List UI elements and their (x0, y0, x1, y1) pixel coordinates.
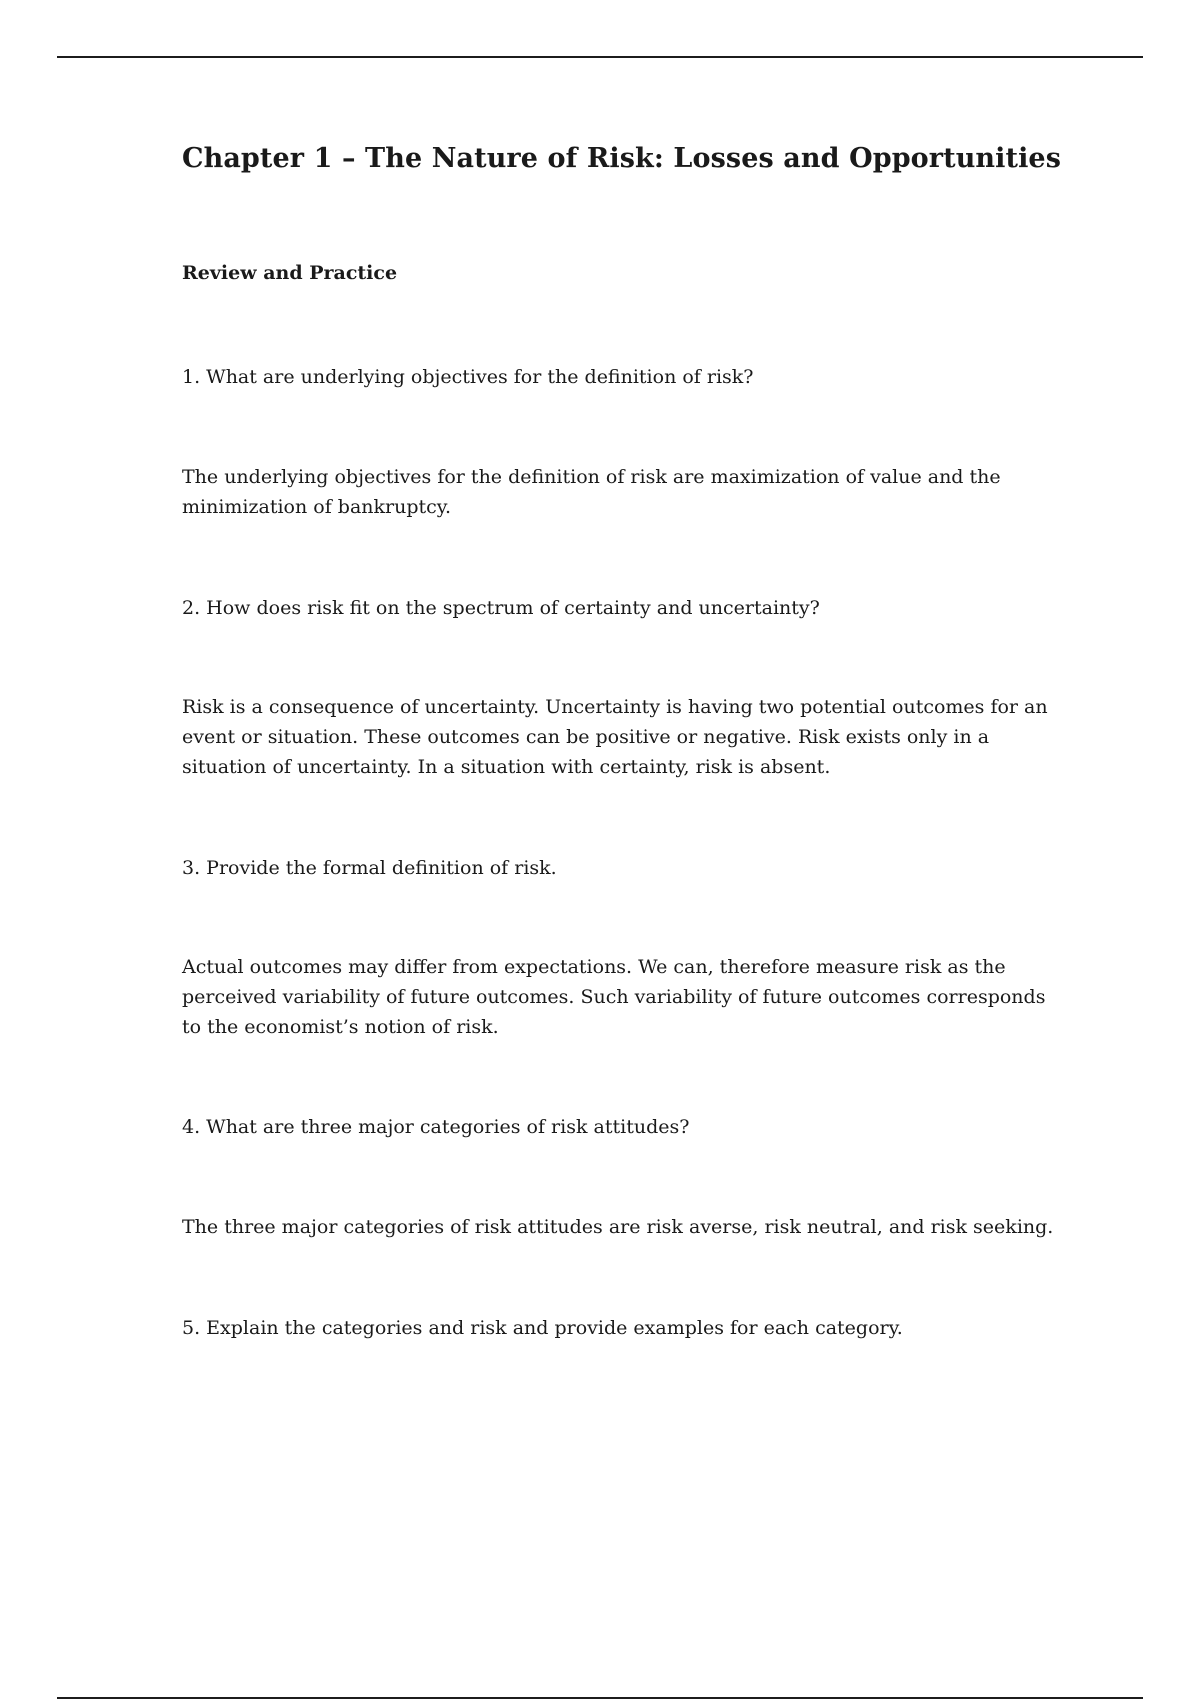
question-4: 4. What are three major categories of risk attitudes? (182, 1116, 690, 1138)
question-2: 2. How does risk fit on the spectrum of certainty and uncertainty? (182, 597, 820, 619)
question-5: 5. Explain the categories and risk and provide examples for each category. (182, 1317, 903, 1339)
answer-4: The three major categories of risk attitudes are risk averse, risk neutral, and risk seeking. (182, 1216, 1054, 1238)
section-heading: Review and Practice (182, 262, 398, 284)
question-3: 3. Provide the formal definition of risk. (182, 857, 557, 879)
answer-2: Risk is a consequence of uncertainty. Uncertainty is having two potential outcomes for an event or situation. These outcomes can be positive or negative. Risk exists only in a situation of uncertainty. In a situation with certainty, risk is absent. (182, 696, 1048, 778)
answer-1: The underlying objectives for the definition of risk are maximization of value and the minimization of bankruptcy. (182, 466, 1001, 518)
answer-3: Actual outcomes may differ from expectations. We can, therefore measure risk as the perceived variability of future outcomes. Such variability of future outcomes corresponds to the economist’s notion of risk. (182, 956, 1046, 1038)
bottom-rule (57, 1697, 1143, 1699)
question-1: 1. What are underlying objectives for the definition of risk? (182, 366, 754, 388)
top-rule (57, 56, 1143, 58)
chapter-title: Chapter 1 – The Nature of Risk: Losses and Opportunities (182, 143, 1062, 174)
